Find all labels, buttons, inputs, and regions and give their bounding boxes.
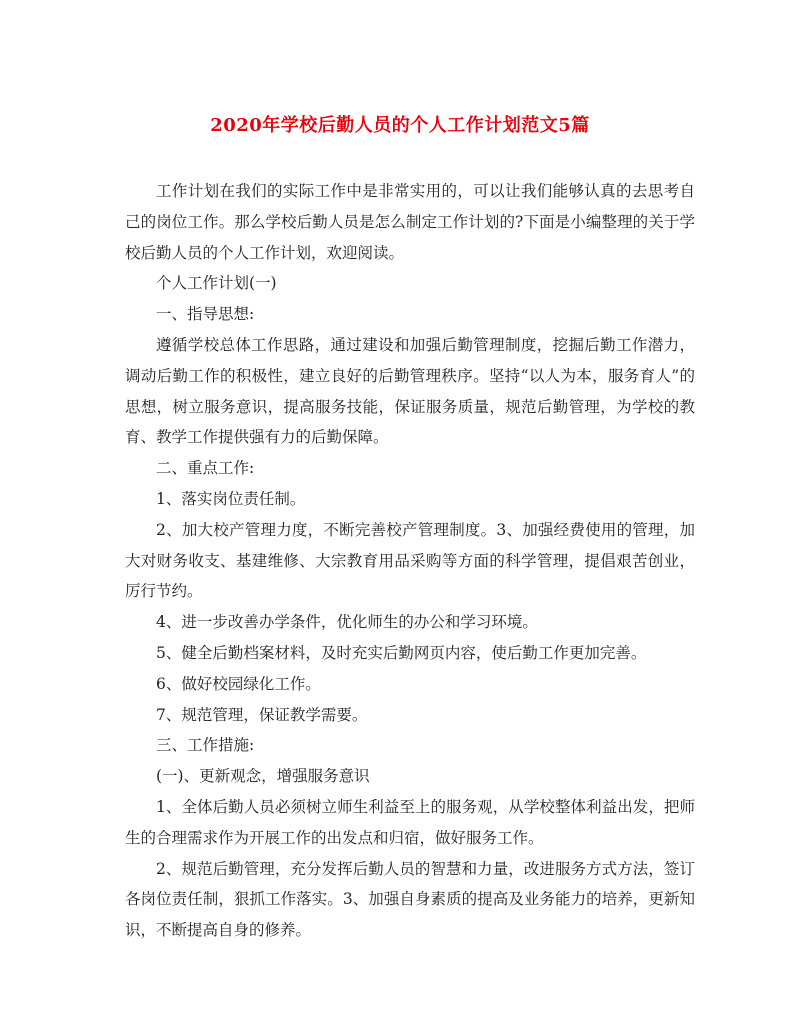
paragraph-item-4: 4、进一步改善办学条件，优化师生的办公和学习环境。 [156,613,538,632]
paragraph-item-7: 7、规范管理，保证教学需要。 [156,705,368,724]
paragraph-item-2-3: 2、加大校产管理力度，不断完善校产管理制度。3、加强经费使用的管理，加大对财务收支、基建维修、大宗教育用品采购等方面的科学管理，提倡艰苦创业，厉行节约。 [125,520,695,601]
paragraph-measure-1: 1、全体后勤人员必须树立师生利益至上的服务观，从学校整体利益出发，把师生的合理需求作为开展工作的出发点和归宿，做好服务工作。 [125,797,695,847]
document-body [125,176,695,946]
paragraph-key-work-heading: 二、重点工作: [156,459,255,478]
paragraph-measure-2-3: 2、规范后勤管理，充分发挥后勤人员的智慧和力量，改进服务方式方法，签订各岗位责任制，狠抓工作落实。3、加强自身素质的提高及业务能力的培养，更新知识，不断提高自身的修养。 [125,859,695,940]
paragraph-intro: 工作计划在我们的实际工作中是非常实用的，可以让我们能够认真的去思考自己的岗位工作。那么学校后勤人员是怎么制定工作计划的?下面是小编整理的关于学校后勤人员的个人工作计划，欢迎阅读。 [125,182,695,262]
paragraph-plan-heading: 个人工作计划(一) [156,274,277,293]
paragraph-guiding-heading: 一、指导思想: [156,305,255,324]
paragraph-item-5: 5、健全后勤档案材料，及时充实后勤网页内容，使后勤工作更加完善。 [156,643,647,662]
paragraph-item-1: 1、落实岗位责任制。 [156,489,306,508]
document-title: 2020年学校后勤人员的个人工作计划范文5篇 [210,115,590,136]
paragraph-guiding-text: 遵循学校总体工作思路，通过建设和加强后勤管理制度，挖掘后勤工作潜力，调动后勤工作的积极性，建立良好的后勤管理秩序。坚持“以人为本，服务育人”的思想，树立服务意识，提高服务技能，保证服务质量，规范后勤管理，为学校的教育、教学工作提供强有力的后勤保障。 [125,335,695,447]
paragraph-item-6: 6、做好校园绿化工作。 [156,674,321,693]
paragraph-measures-sub-1: (一)、更新观念，增强服务意识 [156,767,370,786]
paragraph-measures-heading: 三、工作措施: [156,736,255,755]
